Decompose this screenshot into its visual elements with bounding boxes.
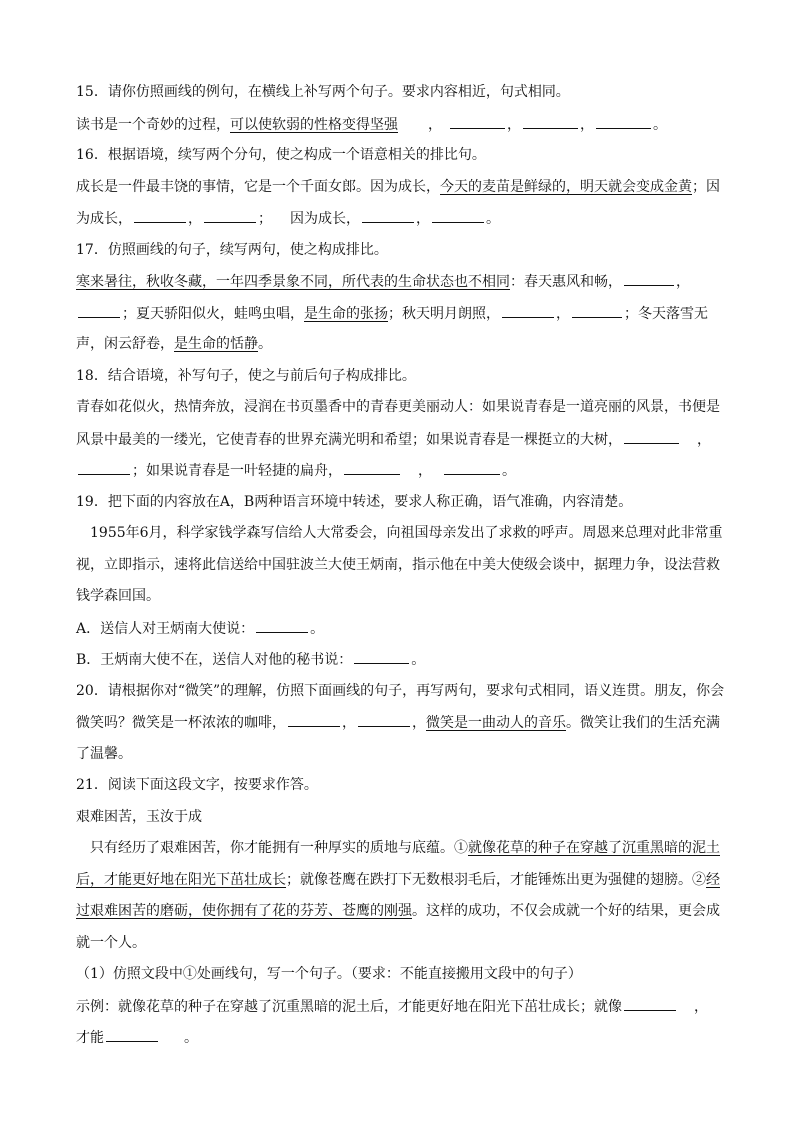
q21-example-text-2: 才能 (76, 1030, 104, 1046)
q17-underlined-3: 是生命的恬静 (174, 336, 258, 352)
q18-line-1: 青春如花似火，热情奔放，浸润在书页墨香中的青春更美丽动人：如果说青春是一道亮丽的风景，书便是 (76, 399, 720, 415)
q20-blank-2[interactable] (358, 712, 410, 727)
q18-prompt: 18．结合语境，补写句子，使之与前后句子构成排比。 (76, 368, 416, 384)
q21-underlined-1: 就像花草的种子在穿越了沉重黑暗的泥土 (468, 840, 720, 856)
q21-example-line-2 (76, 1027, 198, 1047)
q21-para-1 (90, 838, 720, 858)
q19-para-3: 钱学森回国。 (76, 588, 160, 604)
q15-text: 读书是一个奇妙的过程， (76, 117, 230, 133)
q17-blank-3[interactable] (502, 303, 554, 318)
q21-para-4: 就一个人。 (76, 935, 146, 951)
q18-line-2: 风景中最美的一缕光，它使青春的世界充满光明和希望；如果说青春是一棵挺立的大树， ， (76, 429, 711, 449)
q15-prompt: 15．请你仿照画线的例句，在横线上补写两个句子。要求内容相近，句式相同。 (76, 84, 570, 100)
q18-blank-3[interactable] (344, 460, 400, 475)
q21-prompt: 21．阅读下面这段文字，按要求作答。 (76, 777, 318, 793)
q15-line: 读书是一个奇妙的过程，可以使软弱的性格变得坚强 ， ， ， 。 (76, 114, 667, 134)
q19-prompt: 19．把下面的内容放在A，B两种语言环境中转述，要求人称正确，语气准确，内容清楚。 (76, 494, 633, 510)
q21-text-1: 只有经历了艰难困苦，你才能拥有一种厚实的质地与底蕴。① (90, 840, 468, 856)
q15-end: 。 (653, 117, 667, 133)
q17-prompt: 17．仿照画线的句子，续写两句，使之构成排比。 (76, 242, 388, 258)
q21-text-2: ；就像苍鹰在跌打下无数根羽毛后，才能锤炼出更为强健的翅膀。② (286, 872, 706, 888)
q19-b-text: B．王炳南大使不在，送信人对他的秘书说： (76, 652, 353, 668)
q17-blank-4[interactable] (572, 303, 622, 318)
q20-line-3: 了温馨。 (76, 746, 132, 762)
q16-text-2: ；因 (692, 179, 720, 195)
q21-underlined-3: 经 (706, 872, 720, 888)
q17-text-5: 声，闲云舒卷， (76, 336, 174, 352)
q15-blank-1[interactable] (450, 114, 505, 129)
q19-blank-b[interactable] (354, 649, 409, 664)
q16-blank-4[interactable] (432, 208, 484, 223)
q17-example-underlined: 寒来暑往，秋收冬藏，一年四季景象不同，所代表的生命状态也不相同 (76, 274, 510, 290)
q17-line-3 (76, 334, 272, 354)
q21-underlined-4: 过艰难困苦的磨砺，使你拥有了花的芬芳、苍鹰的刚强 (76, 903, 412, 919)
q16-text-1: 成长是一件最丰饶的事情，它是一个千面女郎。因为成长， (76, 179, 440, 195)
q17-blank-1[interactable] (624, 271, 674, 286)
q21-end: 。 (184, 1030, 198, 1046)
q16-blank-3[interactable] (362, 208, 414, 223)
q17-line-1: 寒来暑往，秋收冬藏，一年四季景象不同，所代表的生命状态也不相同：春天惠风和畅， ， (76, 271, 690, 291)
q20-text-1: 微笑吗？微笑是一杯浓浓的咖啡， (76, 715, 286, 731)
q20-line-2: 微笑吗？微笑是一杯浓浓的咖啡， ， ，微笑是一曲动人的音乐。微笑让我们的生活充满 (76, 712, 720, 732)
q17-blank-2[interactable] (78, 303, 120, 318)
q19-b-end: 。 (411, 652, 426, 668)
q16-example-underlined: 今天的麦苗是鲜绿的，明天就会变成金黄 (440, 179, 692, 195)
q20-text-2: 。微笑让我们的生活充满 (566, 715, 720, 731)
q15-blank-3[interactable] (596, 114, 651, 129)
q18-text-1: 风景中最美的一缕光，它使青春的世界充满光明和希望；如果说青春是一棵挺立的大树， (76, 432, 622, 448)
q21-sub-question-1: （1）仿照文段中①处画线句，写一个句子。（要求：不能直接搬用文段中的句子） (76, 966, 582, 982)
q17-text-4: ；冬天落雪无 (624, 306, 708, 322)
q16-prompt: 16．根据语境，续写两个分句，使之构成一个语意相关的排比句。 (76, 147, 486, 163)
q17-underlined-2: 是生命的张扬 (304, 306, 388, 322)
q19-a-text: A．送信人对王炳南大使说： (76, 621, 255, 637)
q16-blank-2[interactable] (204, 208, 256, 223)
q21-blank-1[interactable] (624, 996, 676, 1011)
q21-blank-2[interactable] (106, 1027, 158, 1042)
q19-option-b (76, 649, 425, 669)
q19-blank-a[interactable] (256, 618, 308, 633)
q17-text-1: ：春天惠风和畅， (510, 274, 622, 290)
q21-para-2 (76, 870, 720, 890)
q20-line-1: 20．请根据你对“微笑”的理解，仿照下面画线的句子，再写两句，要求句式相同，语义连贯。朋友，你会 (76, 683, 725, 699)
q19-option-a (76, 618, 324, 638)
q16-blank-1[interactable] (134, 208, 186, 223)
q16-end: 。 (486, 211, 500, 227)
q18-blank-1[interactable] (624, 429, 679, 444)
q19-para-1: 1955年6月，科学家钱学森写信给人大常委会，向祖国母亲发出了求救的呼声。周恩来总理对此非常重 (90, 525, 723, 541)
q16-line-2: 为成长， ， ； 因为成长， ， 。 (76, 208, 500, 228)
q21-example-text: 示例：就像花草的种子在穿越了沉重黑暗的泥土后，才能更好地在阳光下茁壮成长；就像 (76, 999, 622, 1015)
q17-text-2: ；夏天骄阳似火，蛙鸣虫唱， (122, 306, 304, 322)
q19-a-end: 。 (310, 621, 325, 637)
q21-para-3 (76, 901, 720, 921)
q15-blank-2[interactable] (523, 114, 578, 129)
q21-example-line-1: 示例：就像花草的种子在穿越了沉重黑暗的泥土后，才能更好地在阳光下茁壮成长；就像 ， (76, 996, 708, 1016)
q18-blank-2[interactable] (78, 460, 130, 475)
q21-title: 艰难困苦，玉汝于成 (76, 809, 202, 825)
q21-text-3: 。这样的成功，不仅会成就一个好的结果，更会成 (412, 903, 720, 919)
q17-text-6: 。 (258, 336, 272, 352)
q18-line-3: ；如果说青春是一叶轻捷的扁舟， ， 。 (76, 460, 516, 480)
q16-text-3: 为成长， (76, 211, 132, 227)
q17-text-3: ；秋天明月朗照， (388, 306, 500, 322)
q18-text-2: ；如果说青春是一叶轻捷的扁舟， (132, 463, 342, 479)
q21-underlined-2: 后，才能更好地在阳光下茁壮成长 (76, 872, 286, 888)
q17-line-2: ；夏天骄阳似火，蛙鸣虫唱，是生命的张扬；秋天明月朗照， ， ；冬天落雪无 (76, 303, 708, 323)
q16-line-1 (76, 177, 720, 197)
q18-end: 。 (502, 463, 516, 479)
q15-example-underlined: 可以使软弱的性格变得坚强 (230, 117, 398, 133)
q20-example-underlined: 微笑是一曲动人的音乐 (426, 715, 566, 731)
q15-comma: ， (428, 117, 442, 133)
q20-blank-1[interactable] (288, 712, 340, 727)
q19-para-2: 视，立即指示，速将此信送给中国驻波兰大使王炳南，指示他在中美大使级会谈中，据理力争，设法营救 (76, 557, 720, 573)
q18-blank-4[interactable] (444, 460, 500, 475)
q16-text-4: 因为成长， (290, 211, 360, 227)
